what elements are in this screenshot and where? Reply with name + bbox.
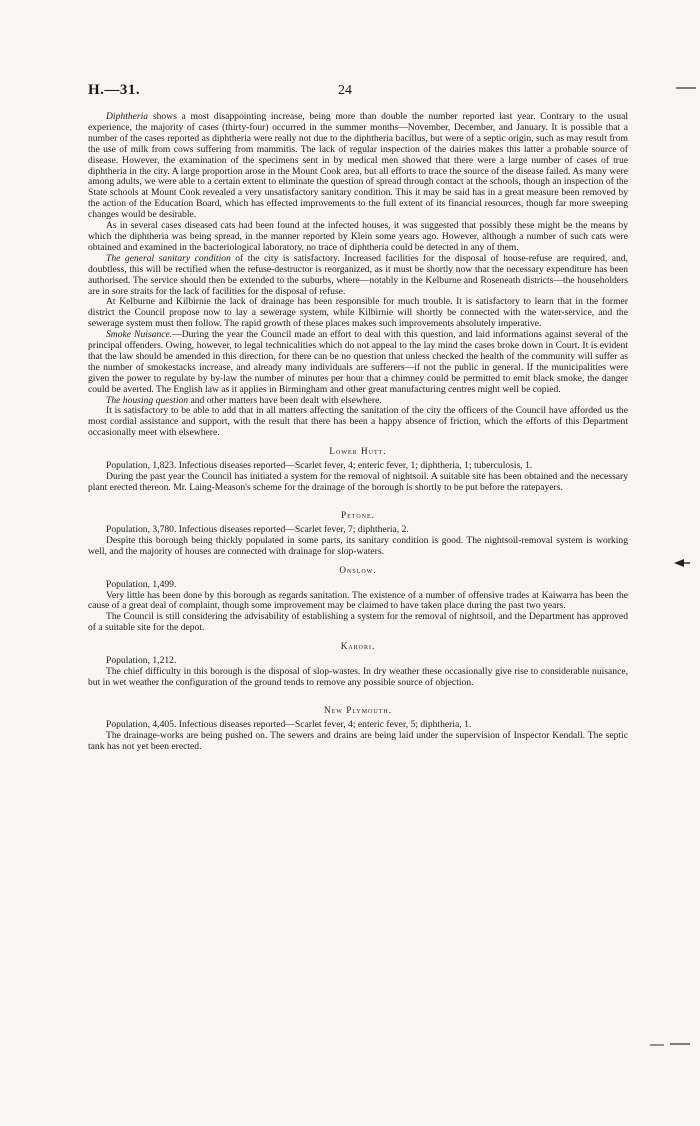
paragraph: Population, 1,212.: [106, 655, 177, 667]
paragraph: Population, 1,499.: [106, 578, 177, 590]
page-header: [88, 82, 628, 102]
paragraph: [88, 297, 628, 330]
paragraph-lead: Smoke Nuisance.: [106, 329, 173, 341]
paragraph: The Council is still considering the advisability of establishing a system for the removal of nightsoil, and the Department has approved of a suitable site for the depot.: [88, 611, 628, 634]
paragraph: [88, 330, 628, 395]
paragraph-text: At Kelburne and Kilbirnie the lack of drainage has been responsible for much trouble. It is satisfactory to learn that in the former district the Council propose now to lay a sewerage system, while Kilbirnie will shortly be connected with the water-service, and the sewerage system must then follow. The rapid growth of these places makes such improvements absolutely imperative.: [88, 296, 628, 330]
section-heading-petone: Petone.: [341, 509, 375, 520]
paragraph-lead: The general sanitary condition: [106, 252, 231, 264]
paragraph-lead: Diphtheria: [106, 111, 149, 122]
paragraph-text: It is satisfactory to be able to add that in all matters affecting the sanitation of the city the officers of the Council have afforded us the most cordial assistance and support, with the result that there has been a happy absence of friction, which the efforts of this Department occasionally meet with elsewhere.: [88, 405, 628, 439]
paragraph-text: of the city is satisfactory. Increased facilities for the disposal of house-refuse are required, and, doubtless, this will be rectified when the refuse-destructor is reorganized, as it must be shortly now that the necessary expenditure has been authorised. The service should then be extended to the suburbs, where—notably in the Kelburne and Roseneath districts—the householders are in sore straits for the lack of facilities for the disposal of refuse.: [88, 252, 628, 297]
paragraph: [88, 254, 628, 298]
paragraph: [88, 112, 628, 221]
paragraph-lead: The housing question: [106, 394, 189, 406]
section-heading-lower-hutt: Lower Hutt.: [329, 446, 387, 457]
section-heading-karori: Karori.: [340, 641, 376, 652]
paragraph-text: —During the year the Council made an effort to deal with this question, and laid informations against several of the principal offenders. Owing, however, to legal technicalities which do not appeal to the lay mind the cases broke down in Court. It is evident that the law should be amended in this direction, for there can be no question that unless checked the health of the community will suffer as the number of smokestacks increase, and already many individuals are sufferers—if not the public in general. If the municipalities were given the power to regulate by by-law the number of minutes per hour that a chimney could be permitted to emit black smoke, the danger could be averted. The English law as it applies in Birmingham and other great manufacturing centres might well be copied.: [88, 329, 628, 395]
document-page: [88, 82, 628, 753]
margin-dash-mark: [650, 1040, 690, 1048]
report-reference: H.—31.: [88, 82, 141, 98]
section-heading-onslow: Onslow.: [339, 564, 377, 575]
paragraph: [88, 406, 628, 439]
paragraph: During the past year the Council has initiated a system for the removal of nightsoil. A suitable site has been obtained and the necessary plant erected thereon. Mr. Laing-Meason's scheme for the drainage of the borough is shortly to be put before the ratepayers.: [88, 471, 628, 493]
page-number: 24: [338, 83, 352, 98]
paragraph: Population, 3,780. Infectious diseases reported—Scarlet fever, 7; diphtheria, 2.: [106, 523, 409, 535]
paragraph-text: As in several cases diseased cats had been found at the infected houses, it was suggested that possibly these might be the means by which the diphtheria was being spread, in the manner reported by Klein some years ago. However, although a number of such cats were obtained and examined in the bacteriological laboratory, no trace of diphtheria could be detected in any of them.: [88, 220, 628, 253]
margin-arrow-mark: [674, 558, 690, 568]
section-heading-new-plymouth: New Plymouth.: [323, 704, 393, 715]
paragraph: Population, 4,405. Infectious diseases reported—Scarlet fever, 4; enteric fever, 5; diphtheria, 1.: [106, 718, 472, 730]
paragraph: Population, 1,823. Infectious diseases reported—Scarlet fever, 4; enteric fever, 1; diphtheria, 1; tuberculosis, 1.: [106, 460, 533, 472]
paragraph: The drainage-works are being pushed on. The sewers and drains are being laid under the supervision of Inspector Kendall. The septic tank has not yet been erected.: [88, 729, 628, 752]
paragraph: [88, 221, 628, 254]
paragraph-text: and other matters have been dealt with elsewhere.: [188, 394, 382, 406]
paragraph: Despite this borough being thickly populated in some parts, its sanitary condition is good. The nightsoil-removal system is working well, and the majority of houses are connected with drainage for slop-waters.: [88, 534, 628, 557]
margin-dash-mark: [676, 84, 696, 92]
paragraph-text: shows a most disappointing increase, being more than double the number reported last year. Contrary to the usual experience, the majority of cases (thirty-four) occurred in the summer months—November, December, and January. It is possible that a number of the cases reported as diphtheria were really not due to the diphtheria bacillus, but were of a septic origin, such as may result from the use of milk from cows suffering from mammitis. The lack of regular inspection of the dairies makes this latter a probable source of disease. However, the examination of the specimens sent in by medical men showed that there were a large number of cases of true diphtheria in the city. A large proportion arose in the Mount Cook area, but all efforts to trace the source of the disease failed. As many were among adults, we were able to a certain extent to eliminate the question of spread through contact at the schools, though an inspection of the State schools at Mount Cook revealed a very unsatisfactory sanitary condition. This it may be said has in a great measure been removed by the action of the Education Board, which has effected improvements to the full extent of its financial resources, though far more sweeping changes would be desirable.: [88, 111, 628, 221]
paragraph: Very little has been done by this borough as regards sanitation. The existence of a number of offensive trades at Kaiwarra has been the cause of a great deal of complaint, though some improvement may be claimed to have taken place during the past two years.: [88, 589, 628, 612]
paragraph: The chief difficulty in this borough is the disposal of slop-wastes. In dry weather these occasionally give rise to considerable nuisance, but in wet weather the configuration of the ground tends to remove any possible source of objection.: [88, 666, 628, 688]
